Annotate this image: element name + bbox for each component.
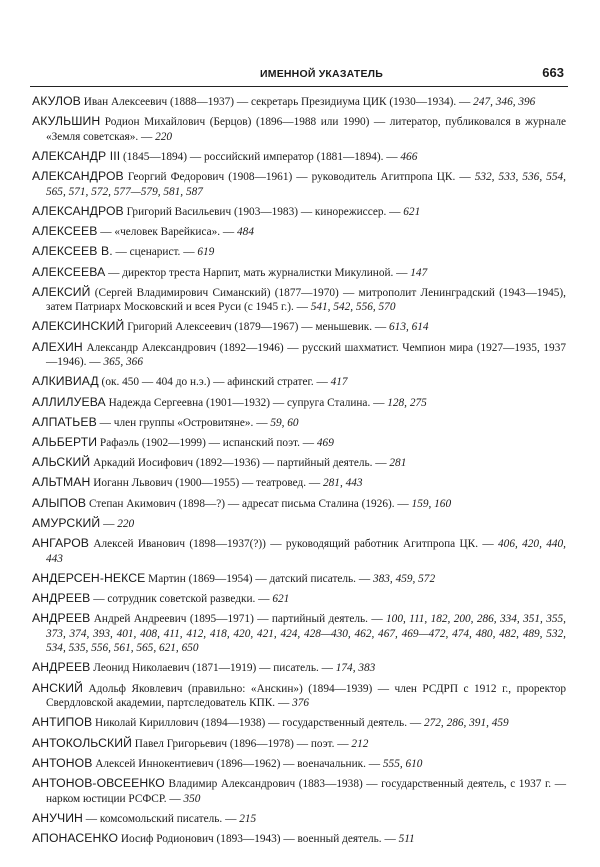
entry-page-refs: 220 [117, 517, 135, 530]
entry-page-refs: 532, 533, 536, 554, 565, 571, 572, 577—579, 581, 587 [46, 171, 566, 198]
entry-description: Леонид Николаевич (1871—1919) — писатель. — [90, 662, 336, 675]
entry-surname: АЛЕКСЕЕВА [32, 264, 106, 279]
index-entry [32, 831, 566, 847]
index-entry [32, 415, 566, 431]
entry-surname: АНДРЕЕВ [32, 590, 91, 605]
entry-page-refs: 281 [389, 457, 407, 470]
entry-surname: АЛЫПОВ [32, 495, 87, 510]
entry-page-refs: 159, 160 [411, 497, 452, 510]
entry-surname: АЛЕХИН [32, 339, 83, 354]
entry-page-refs: 469 [316, 437, 334, 449]
entry-page-refs: 215 [239, 812, 257, 825]
entry-page-refs: 365, 366 [103, 356, 143, 369]
index-entry [32, 114, 566, 144]
entry-surname: АНДРЕЕВ [32, 611, 91, 626]
entry-description: Алексей Иннокентиевич (1896—1962) — военачальник. — [92, 757, 383, 770]
entry-surname: АЛКИВИАД [32, 374, 99, 389]
entry-description: Андрей Андреевич (1895—1971) — партийный деятель. — [90, 613, 387, 626]
index-entry [32, 265, 566, 281]
index-entry [32, 285, 566, 315]
entry-description: Иоганн Львович (1900—1955) — театровед. — [90, 477, 323, 490]
index-entry [32, 571, 566, 587]
entry-description: Аркадий Иосифович (1892—1936) — партийный деятель. — [90, 457, 390, 470]
entry-page-refs: 59, 60 [270, 416, 299, 429]
entry-surname: АНДЕРСЕН-НЕКСЕ [32, 570, 146, 585]
entry-description: Родион Михайлович (Берцов) (1896—1988 или 1990) — литератор, публиковался в журнале «Земля советская». — [46, 116, 566, 143]
entry-page-refs: 100, 111, 182, 200, 286, 334, 351, 355, 373, 374, 393, 401, 408, 411, 412, 418, 420, 421, 424, 428—430, 462, 467, 469—472, 474, 480, 482, 489, 532, 534, 535, 556, 561, 565, 621, 650 [46, 613, 566, 655]
entry-description: (1845—1894) — российский император (1881—1894). — [120, 150, 401, 163]
entry-surname: АЛПАТЬЕВ [32, 414, 97, 429]
entry-description: Павел Григорьевич (1896—1978) — поэт. — [131, 737, 352, 750]
name-index-list [32, 94, 566, 851]
entry-description: — директор треста Нарпит, мать журналистки Микулиной. — [105, 266, 411, 279]
running-header [30, 64, 568, 87]
index-entry [32, 536, 566, 566]
index-entry [32, 224, 566, 240]
entry-description: Николай Кириллович (1894—1938) — государственный деятель. — [92, 717, 424, 730]
entry-description: Надежда Сергеевна (1901—1932) — супруга Сталина. — [105, 396, 388, 409]
entry-page-refs: 555, 610 [382, 757, 423, 770]
entry-page-refs: 511 [398, 832, 415, 845]
index-entry [32, 516, 566, 532]
entry-page-refs: 484 [237, 226, 254, 239]
entry-surname: АЛЕКСЕЕВ В. [32, 244, 113, 259]
index-entry [32, 715, 566, 731]
entry-page-refs: 174, 383 [335, 662, 376, 675]
entry-description: Григорий Алексеевич (1879—1967) — меньшевик. — [124, 321, 390, 334]
entry-surname: АНТОКОЛЬСКИЙ [32, 735, 132, 750]
entry-surname: АЛЕКСАНДР III [32, 148, 121, 163]
entry-surname: АЛЕКСИЙ [32, 284, 91, 299]
entry-surname: АЛЕКСАНДРОВ [32, 203, 124, 218]
entry-surname: АНТОНОВ [32, 755, 93, 770]
section-title: ИМЕННОЙ УКАЗАТЕЛЬ [260, 68, 383, 80]
index-entry [32, 611, 566, 656]
entry-surname: АКУЛЬШИН [32, 114, 101, 129]
index-entry [32, 94, 566, 110]
index-entry [32, 435, 566, 451]
entry-description: Георгий Федорович (1908—1961) — руководитель Агитпропа ЦК. — [123, 171, 475, 184]
entry-page-refs: 212 [351, 737, 369, 750]
entry-page-refs: 383, 459, 572 [372, 572, 436, 585]
entry-page-refs: 128, 275 [387, 396, 427, 409]
index-entry [32, 319, 566, 335]
entry-page-refs: 619 [197, 246, 215, 259]
entry-surname: АМУРСКИЙ [32, 515, 101, 530]
entry-page-refs: 406, 420, 440, 443 [46, 537, 566, 565]
entry-page-refs: 281, 443 [323, 477, 363, 490]
entry-page-refs: 376 [292, 697, 310, 710]
index-entry [32, 169, 566, 199]
index-entry [32, 204, 566, 220]
entry-surname: АНТИПОВ [32, 715, 93, 730]
index-entry [32, 374, 566, 390]
index-entry [32, 244, 566, 260]
index-entry [32, 149, 566, 165]
entry-surname: АНТОНОВ-ОВСЕЕНКО [32, 776, 165, 790]
index-entry [32, 475, 566, 491]
entry-page-refs: 541, 542, 556, 570 [310, 301, 396, 314]
index-entry [32, 756, 566, 772]
index-entry [32, 340, 566, 370]
entry-surname: АЛЕКСИНСКИЙ [32, 319, 125, 334]
entry-surname: АНДРЕЕВ [32, 660, 91, 675]
entry-page-refs: 613, 614 [389, 321, 429, 334]
entry-page-refs: 272, 286, 391, 459 [423, 717, 509, 730]
index-entry [32, 660, 566, 676]
index-entry [32, 591, 566, 607]
index-entry [32, 455, 566, 471]
entry-surname: АНСКИЙ [32, 680, 83, 695]
index-entry [32, 736, 566, 752]
entry-description: Степан Акимович (1898—?) — адресат письма Сталина (1926). — [86, 497, 412, 510]
entry-description: Алексей Иванович (1898—1937(?)) — руководящий работник Агитпропа ЦК. — [89, 537, 499, 550]
entry-surname: АЛЬСКИЙ [32, 455, 91, 470]
entry-surname: АЛЬБЕРТИ [32, 435, 98, 449]
entry-description: Григорий Васильевич (1903—1983) — кинорежиссер. — [123, 205, 404, 218]
entry-page-refs: 220 [155, 130, 173, 143]
entry-page-refs: 147 [410, 266, 428, 279]
entry-surname: АНУЧИН [32, 810, 83, 825]
entry-description: (Сергей Владимирович Симанский) (1877—1970) — митрополит Ленинградский (1943—1945), затем Патриарх Московский и всея Руси (с 1945 г.). — [46, 286, 566, 314]
entry-description: — комсомольский писатель. — [82, 812, 240, 825]
entry-page-refs: 621 [403, 205, 421, 218]
index-entry [32, 496, 566, 512]
entry-description: Адольф Яковлевич (правильно: «Анскин») (1894—1939) — член РСДРП с 1912 г., проректор Свердловской академии, партследователь КПК. — [46, 682, 566, 710]
entry-description: — сценарист. — [112, 246, 198, 259]
entry-page-refs: 247, 346, 396 [473, 96, 536, 108]
entry-page-refs: 350 [183, 792, 201, 805]
entry-surname: АЛЛИЛУЕВА [32, 394, 106, 409]
entry-description: — [100, 517, 118, 530]
entry-description: Мартин (1869—1954) — датский писатель. — [145, 572, 373, 585]
entry-surname: АКУЛОВ [32, 94, 81, 108]
entry-surname: АПОНАСЕНКО [32, 830, 119, 845]
entry-description: Владимир Александрович (1883—1938) — государственный деятель, с 1937 г. — нарком юстиции РСФСР. — [46, 778, 566, 805]
entry-description: Иван Алексеевич (1888—1937) — секретарь Президиума ЦИК (1930—1934). — [80, 96, 474, 108]
entry-page-refs: 621 [272, 592, 290, 605]
entry-surname: АЛЕКСЕЕВ [32, 224, 98, 239]
entry-surname: АЛЕКСАНДРОВ [32, 169, 124, 184]
index-entry [32, 811, 566, 827]
index-entry [32, 395, 566, 411]
entry-description: Иосиф Родионович (1893—1943) — военный деятель. — [118, 832, 399, 845]
entry-description: — сотрудник советской разведки. — [90, 592, 273, 605]
entry-surname: АЛЬТМАН [32, 475, 91, 490]
entry-page-refs: 466 [400, 150, 418, 163]
entry-description: (ок. 450 — 404 до н.э.) — афинский стратег. — [98, 376, 331, 389]
entry-description: — «человек Варейкиса». — [97, 226, 238, 239]
page-number: 663 [542, 65, 564, 80]
entry-description: — член группы «Островитяне». — [96, 416, 271, 429]
entry-description: Рафаэль (1902—1999) — испанский поэт. — [97, 437, 317, 449]
index-entry [32, 681, 566, 711]
index-entry [32, 776, 566, 806]
entry-page-refs: 417 [330, 376, 348, 389]
entry-surname: АНГАРОВ [32, 535, 90, 550]
entry-description: Александр Александрович (1892—1946) — русский шахматист. Чемпион мира (1927—1935, 1937—1946). — [46, 341, 566, 369]
